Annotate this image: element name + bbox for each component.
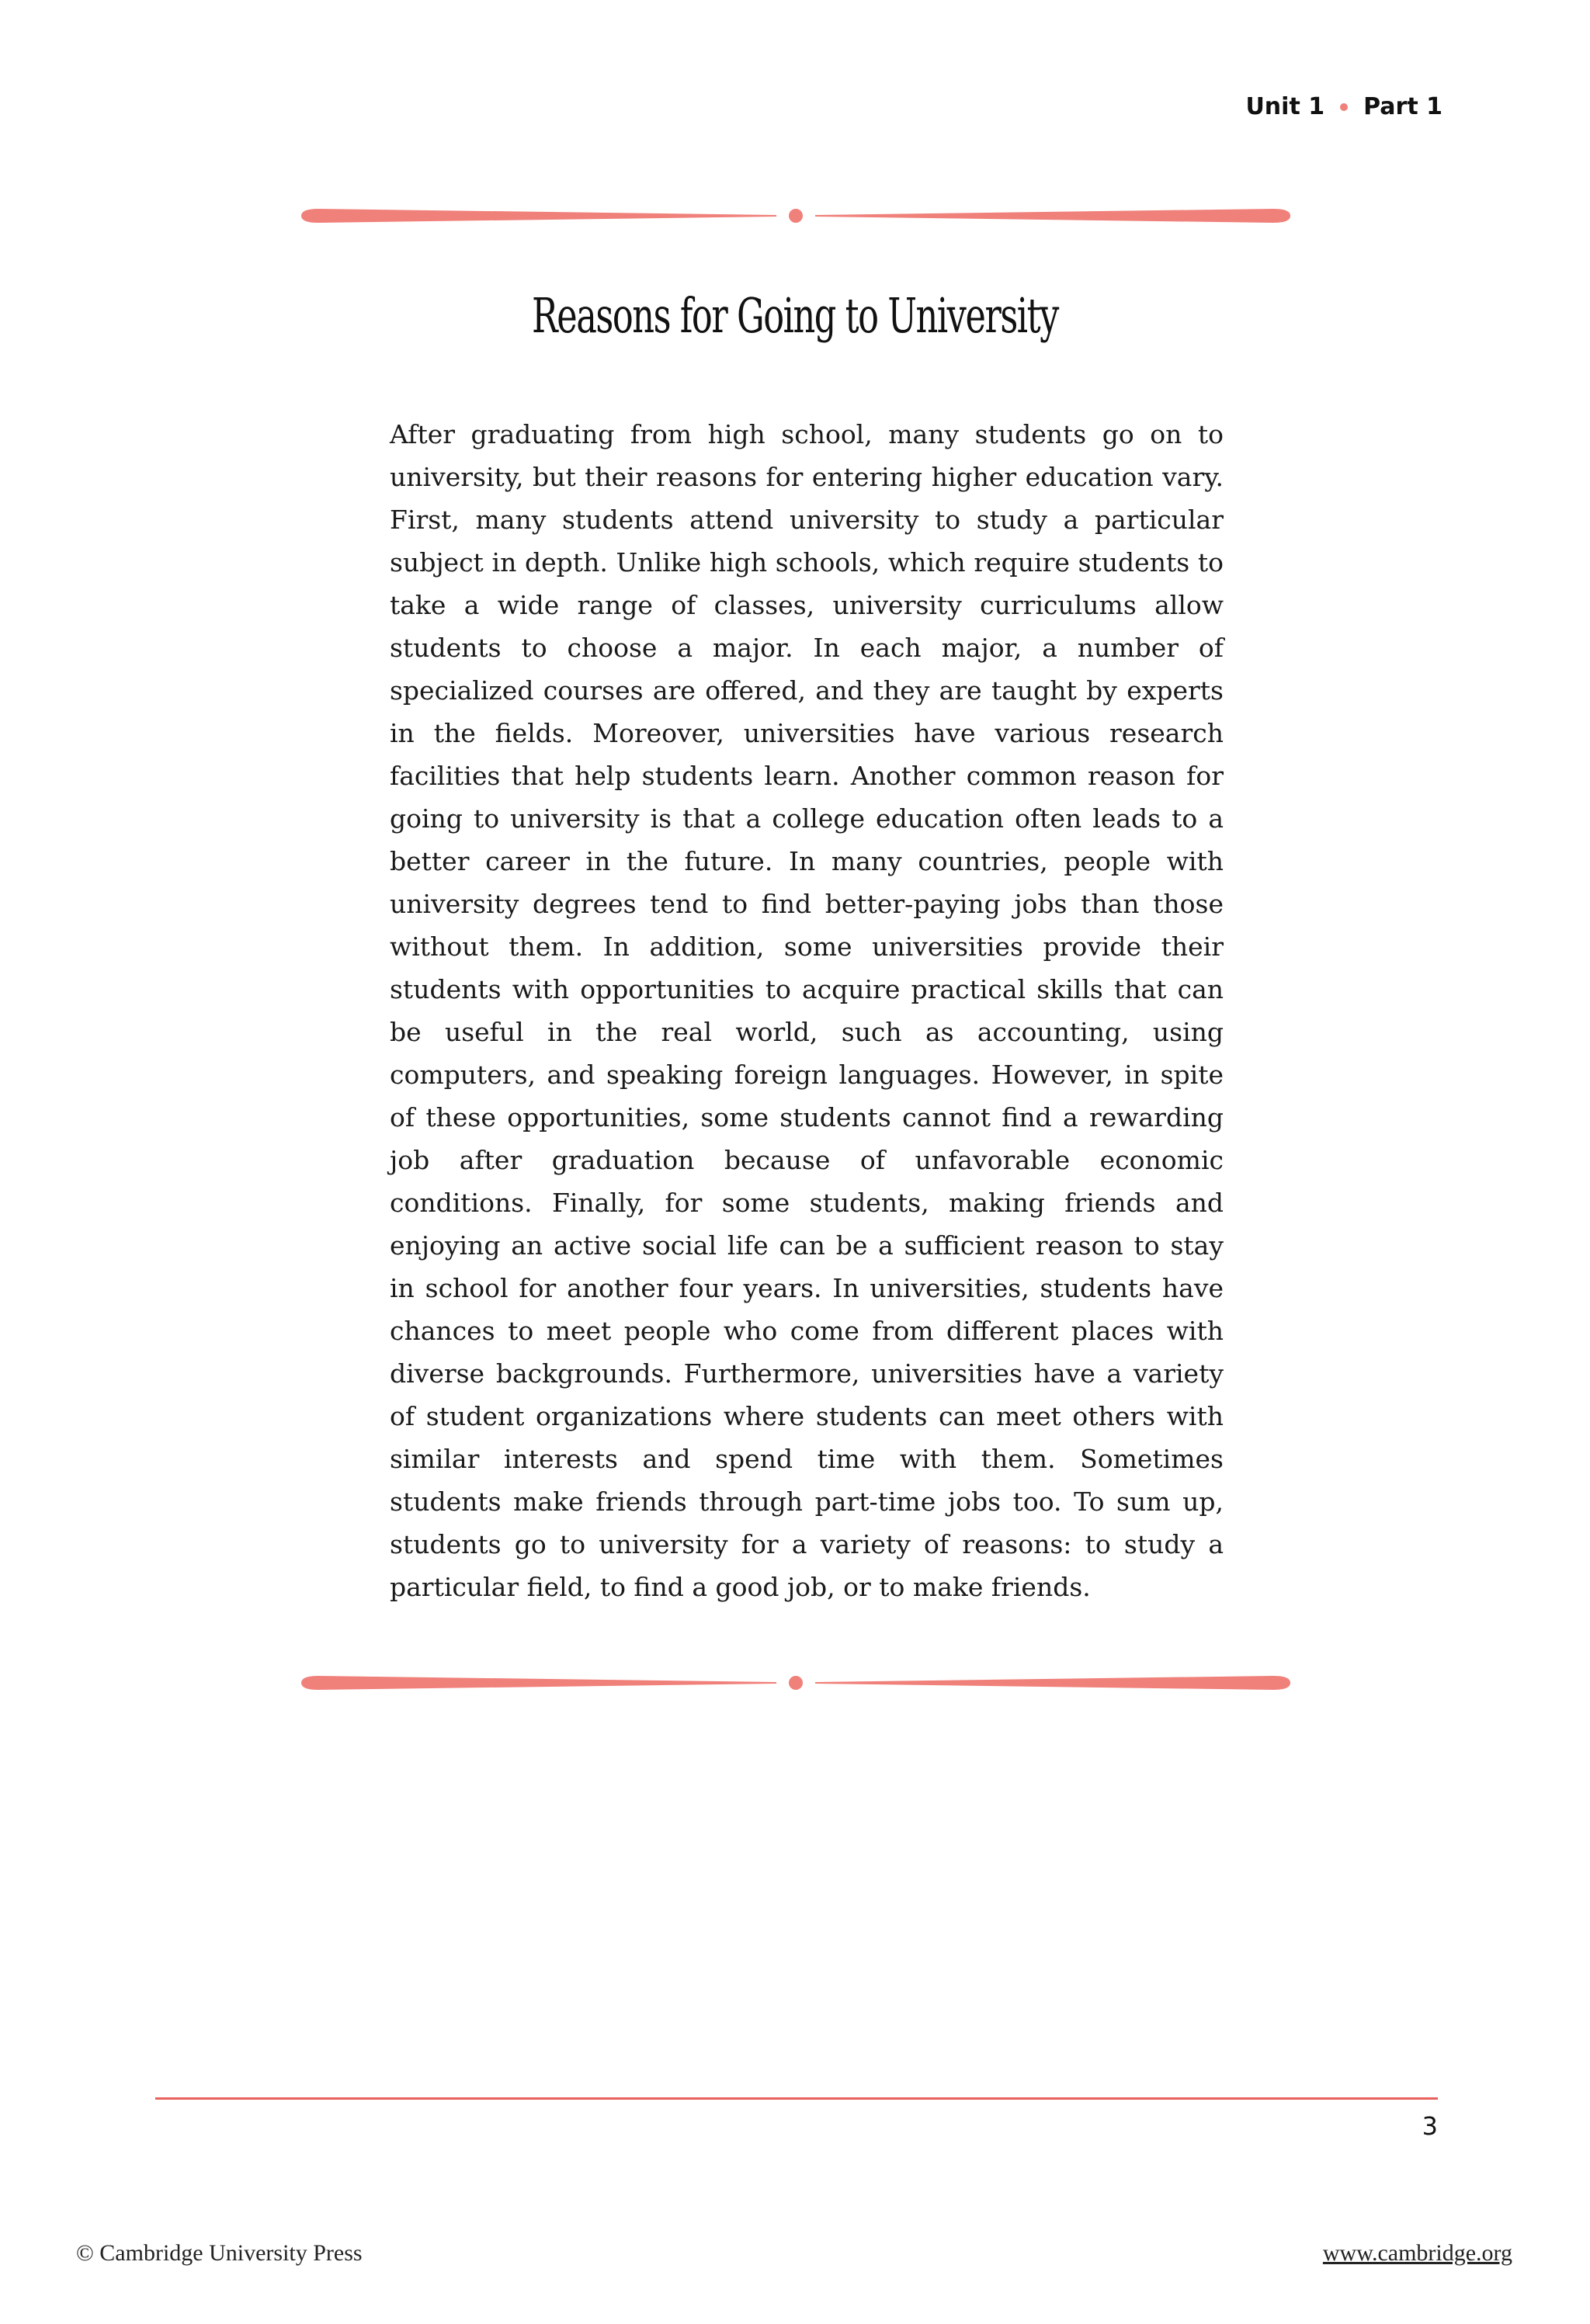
footer-rule — [155, 2097, 1438, 2100]
article-body: After graduating from high school, many students go on to university, but their reasons for entering higher education vary. First, many students attend university to study a particular subject in depth. Unlike high schools, which require students to take a wide range of classes, university curriculums allow students to choose a major. In each major, a number of specialized courses are offered, and they are taught by experts in the fields. Moreover, universities have various research facilities that help students learn. Another common reason for going to university is that a college education often leads to a better career in the future. In many countries, people with university degrees tend to find better-paying jobs than those without them. In addition, some universities provide their students with opportunities to acquire practical skills that can be useful in the real world, such as accounting, using computers, and speaking foreign languages. However, in spite of these opportunities, some students cannot find a rewarding job after graduation because of unfavorable economic conditions. Finally, for some students, making friends and enjoying an active social life can be a sufficient reason to stay in school for another four years. In universities, students have chances to meet people who come from different places with diverse backgrounds. Furthermore, universities have a variety of student organizations where students can meet others with similar interests and spend time with them. Sometimes students make friends through part-time jobs too. To sum up, students go to university for a variety of reasons: to study a particular field, to find a good job, or to make friends. — [390, 419, 1224, 1602]
unit-label: Unit 1 — [1245, 93, 1325, 120]
website-link[interactable]: www.cambridge.org — [1322, 2240, 1512, 2266]
bullet-dot-icon — [1340, 103, 1348, 111]
page-header — [1245, 93, 1442, 120]
top-ornament-divider — [295, 200, 1297, 231]
copyright-notice: © Cambridge University Press — [76, 2240, 363, 2266]
article-title: Reasons for Going to University — [532, 287, 1058, 344]
part-label: Part 1 — [1363, 93, 1442, 120]
bottom-ornament-divider — [295, 1667, 1297, 1698]
page-number: 3 — [1422, 2111, 1438, 2141]
